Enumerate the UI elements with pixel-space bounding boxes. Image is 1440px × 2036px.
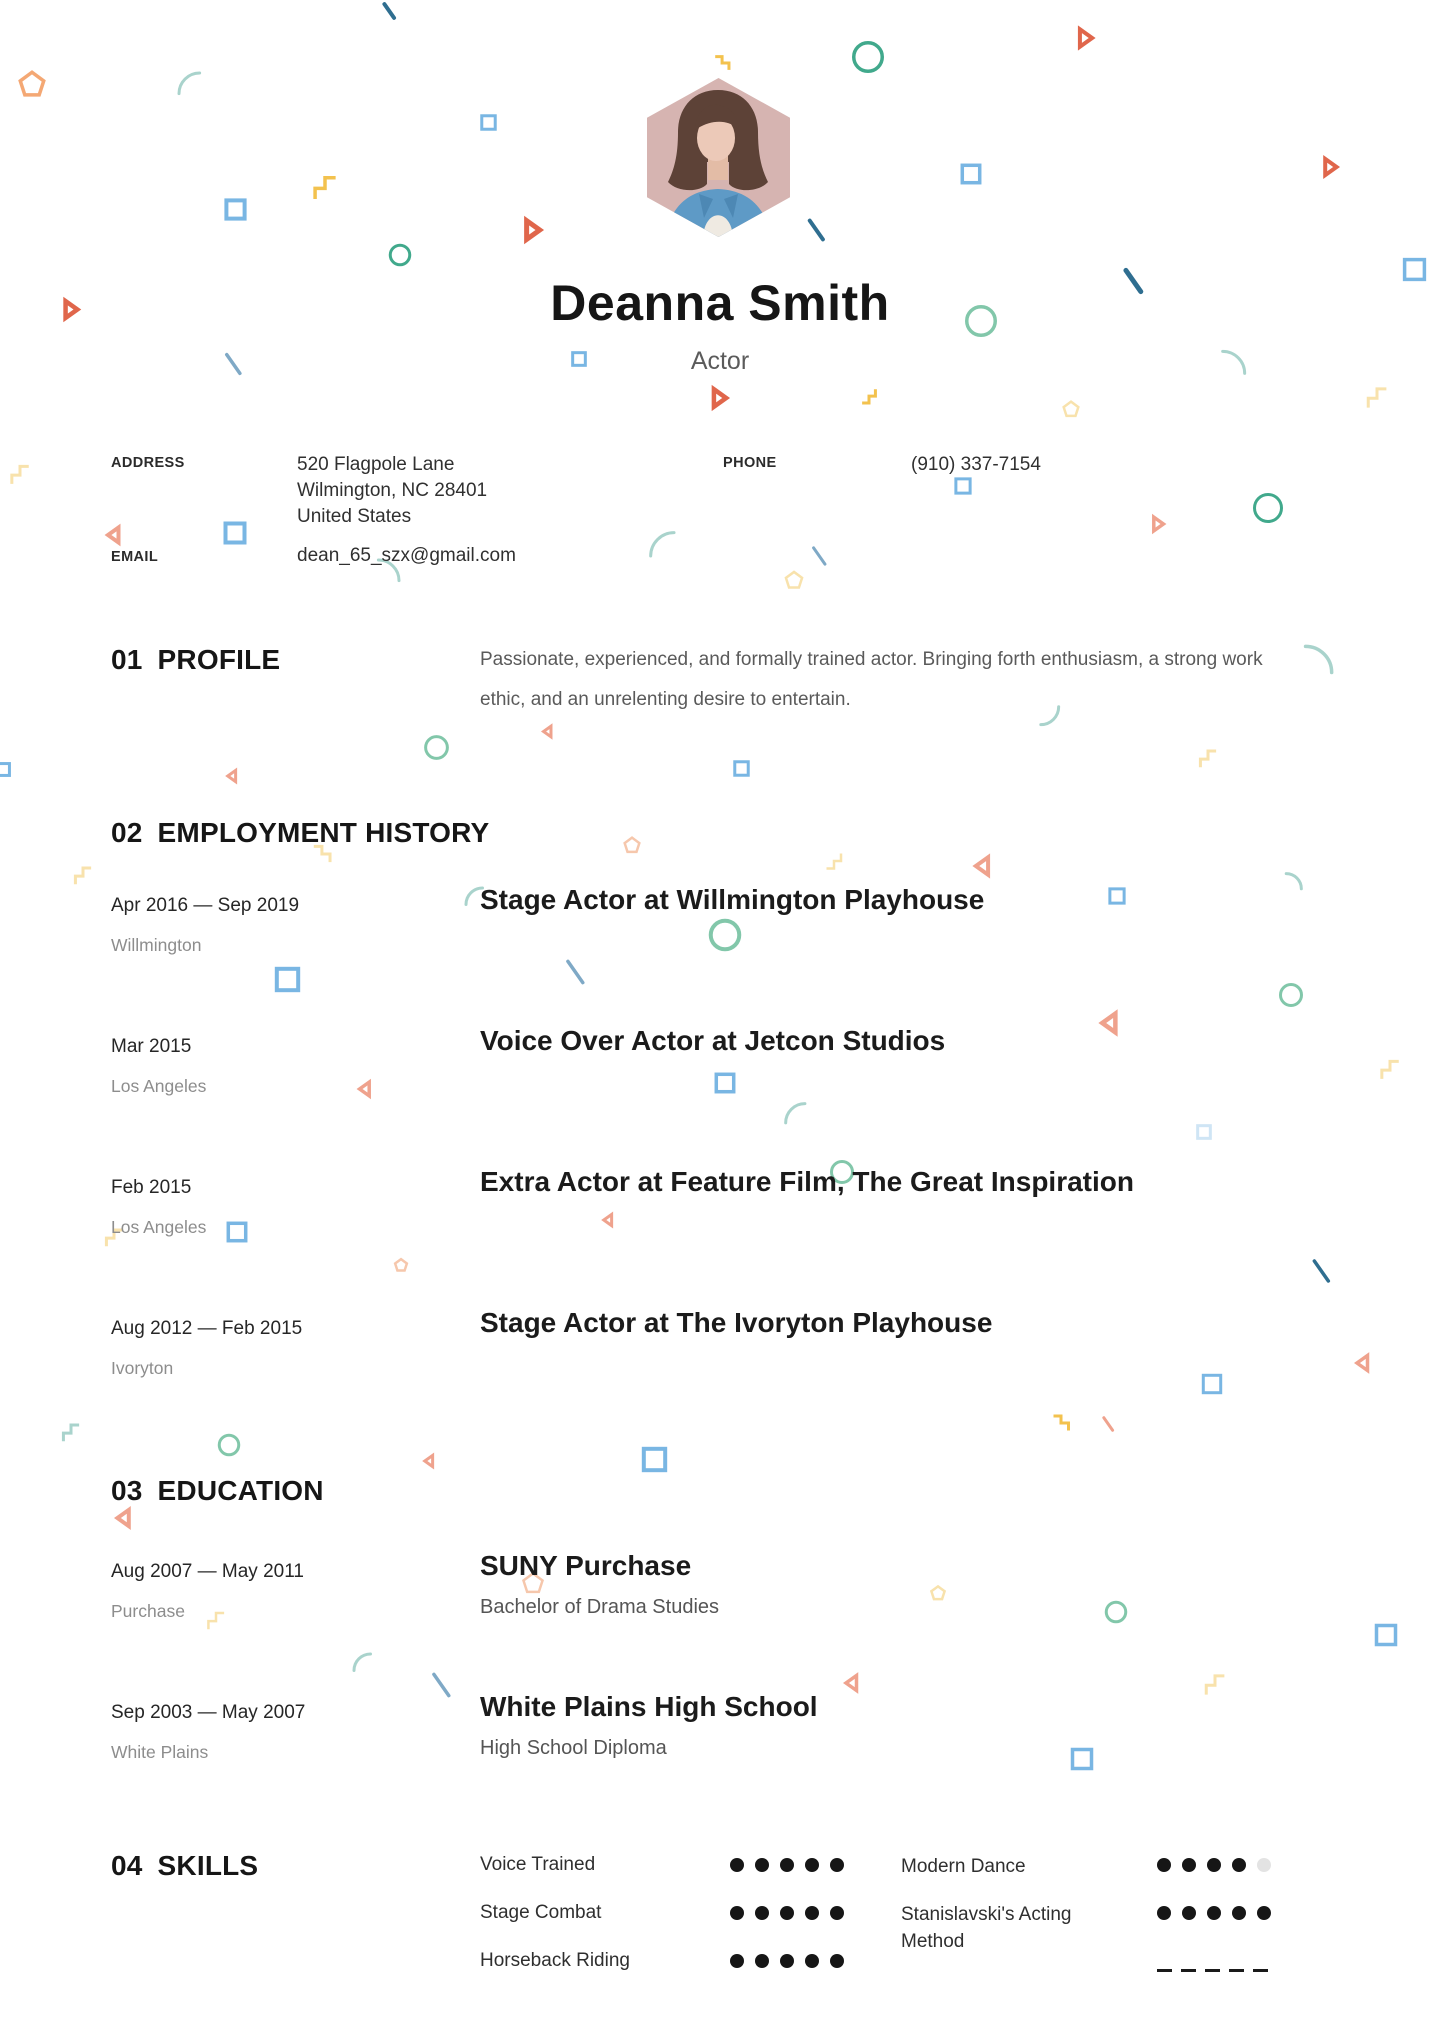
email-label: EMAIL [111,549,159,565]
decor-zigzag [1195,745,1221,771]
profile-text-line: Passionate, experienced, and formally trained actor. Bringing forth enthusiasm, a strong work [480,649,1263,670]
decor-square [1108,887,1126,905]
decor-square [223,521,247,545]
rating-dot [730,1906,744,1920]
rating-dot [1182,1858,1196,1872]
rating-dash [1157,1969,1172,1972]
entry-dates: Feb 2015 [111,1177,192,1198]
decor-triangle [112,1505,138,1531]
entry-location: Ivoryton [111,1358,174,1378]
entry-location: Los Angeles [111,1217,207,1237]
decor-pentagon [16,68,48,100]
decor-circle [216,1432,242,1458]
profile-photo [647,78,790,237]
decor-square [714,1072,736,1094]
decor-pentagon [622,835,642,855]
decor-zigzag [822,850,846,874]
decor-line [801,215,831,245]
rating-dot [1157,1858,1171,1872]
address-value [297,452,487,530]
decor-pentagon [929,1584,947,1602]
employment-section-header [111,818,489,848]
phone-label: PHONE [723,455,777,471]
profile-section-title: PROFILE [157,644,281,675]
skill-rating [730,1954,844,1968]
employment-section-number: 02 [111,817,143,848]
rating-dot [830,1906,844,1920]
decor-triangle [1146,513,1168,535]
address-line: Wilmington, NC 28401 [297,480,488,501]
phone-value: (910) 337-7154 [911,454,1041,475]
decor-triangle [1070,24,1098,52]
decor-arc [781,1099,809,1127]
decor-circle [706,916,744,954]
skill-rating [730,1906,844,1920]
rating-dot [1232,1858,1246,1872]
decor-arc [645,527,679,561]
skills-section-number: 04 [111,1850,143,1881]
profile-section-header [111,645,280,675]
rating-dot [1182,1906,1196,1920]
skill-rating [1157,1906,1271,1920]
rating-dot [830,1954,844,1968]
rating-dot [755,1858,769,1872]
decor-circle [849,38,887,76]
portrait-illustration [647,78,790,237]
decor-square [1201,1373,1223,1395]
email-value: dean_65_szx@gmail.com [297,545,516,566]
decor-triangle [540,723,557,740]
decor-arc [350,1650,374,1674]
rating-dash [1229,1969,1244,1972]
skill-name: Voice Trained [480,1854,596,1875]
decor-square [226,1221,248,1243]
skill-rating [730,1858,844,1872]
skill-name: Stanislavski's Acting Method [901,1904,1072,1952]
decor-circle [1103,1599,1129,1625]
decor-triangle [1096,1008,1126,1038]
skills-section-header [111,1851,258,1881]
person-name: Deanna Smith [550,275,890,331]
decor-triangle [600,1211,618,1229]
decor-zigzag [203,1607,229,1633]
school-name: White Plains High School [480,1691,818,1722]
rating-dash [1181,1969,1196,1972]
skill-rating [1157,1858,1271,1872]
address-line: United States [297,506,412,527]
decor-zigzag [1362,382,1392,412]
decor-triangle [421,1452,439,1470]
decor-circle [1250,490,1286,526]
rating-dot [1157,1906,1171,1920]
rating-dot [1232,1906,1246,1920]
decor-pentagon [783,569,805,591]
decor-triangle [970,852,998,880]
decor-zigzag [1376,1055,1404,1083]
entry-title: Stage Actor at Willmington Playhouse [480,884,985,915]
decor-square [0,762,11,777]
rating-dot [755,1906,769,1920]
decor-pentagon [393,1257,409,1273]
decor-circle [422,733,451,762]
skill-rating-dashes [1157,1969,1268,1972]
decor-square [733,760,750,777]
decor-square [1374,1623,1398,1647]
rating-dot [805,1906,819,1920]
rating-dot [1257,1906,1271,1920]
decor-arc [1037,703,1063,729]
decor-triangle [516,215,546,245]
decor-square [1196,1124,1212,1140]
rating-dot [805,1954,819,1968]
entry-location: Purchase [111,1601,185,1621]
decor-square [1070,1747,1094,1771]
skill-name: Modern Dance [901,1856,1026,1877]
decor-triangle [1352,1351,1376,1375]
decor-zigzag [858,386,880,408]
decor-zigzag [6,460,34,488]
decor-triangle [1316,154,1342,180]
decor-square [641,1446,668,1473]
decor-zigzag [58,1419,84,1445]
entry-location: White Plains [111,1742,209,1762]
decor-arc [174,68,204,98]
rating-dot [780,1906,794,1920]
decor-zigzag [308,170,342,204]
education-section-header [111,1476,324,1506]
address-label: ADDRESS [111,455,185,471]
decor-zigzag [70,862,96,888]
education-section-number: 03 [111,1475,143,1506]
rating-dot [1207,1906,1221,1920]
decor-triangle [841,1671,865,1695]
decor-zigzag [712,52,734,74]
skills-section-title: SKILLS [157,1850,259,1881]
decor-square [960,163,982,185]
entry-dates: Sep 2003 — May 2007 [111,1702,306,1723]
employment-section-title: EMPLOYMENT HISTORY [157,817,490,848]
person-title: Actor [690,347,750,375]
rating-dash [1205,1969,1220,1972]
entry-dates: Apr 2016 — Sep 2019 [111,895,300,916]
rating-dot [755,1954,769,1968]
rating-dash [1253,1969,1268,1972]
decor-zigzag [1050,1411,1074,1435]
decor-line [558,955,592,989]
decor-square [274,966,301,993]
rating-dot [780,1954,794,1968]
decor-triangle [355,1078,377,1100]
rating-dot [1257,1858,1271,1872]
education-section-title: EDUCATION [157,1475,324,1506]
decor-triangle [224,767,242,785]
entry-location: Willmington [111,935,202,955]
decor-arc [1283,870,1305,892]
decor-square [224,198,247,221]
skill-name: Stage Combat [480,1902,602,1923]
degree-name: High School Diploma [480,1737,667,1759]
entry-dates: Aug 2007 — May 2011 [111,1561,304,1582]
decor-zigzag [1200,1669,1230,1699]
profile-text-line: ethic, and an unrelenting desire to entertain. [480,689,851,710]
decor-line [378,0,400,22]
entry-location: Los Angeles [111,1076,207,1096]
decor-arc [1300,640,1338,678]
decor-square [480,114,497,131]
decor-pentagon [1061,399,1081,419]
degree-name: Bachelor of Drama Studies [480,1596,720,1618]
decor-line [806,543,832,569]
rating-dot [1207,1858,1221,1872]
school-name: SUNY Purchase [480,1550,692,1581]
entry-dates: Mar 2015 [111,1036,192,1057]
rating-dot [780,1858,794,1872]
decor-line [1305,1255,1337,1287]
decor-square [954,477,972,495]
rating-dot [730,1858,744,1872]
decor-circle [387,242,413,268]
profile-section-number: 01 [111,644,143,675]
entry-title: Voice Over Actor at Jetcon Studios [480,1025,946,1056]
entry-title: Extra Actor at Feature Film, The Great Inspiration [480,1166,1134,1197]
decor-circle [1277,981,1305,1009]
rating-dot [730,1954,744,1968]
decor-line [1098,1414,1118,1434]
address-line: 520 Flagpole Lane [297,454,455,475]
rating-dot [830,1858,844,1872]
decor-line [424,1668,458,1702]
decor-triangle [704,384,732,412]
skill-name: Horseback Riding [480,1950,630,1971]
rating-dot [805,1858,819,1872]
entry-dates: Aug 2012 — Feb 2015 [111,1318,303,1339]
entry-title: Stage Actor at The Ivoryton Playhouse [480,1307,993,1338]
